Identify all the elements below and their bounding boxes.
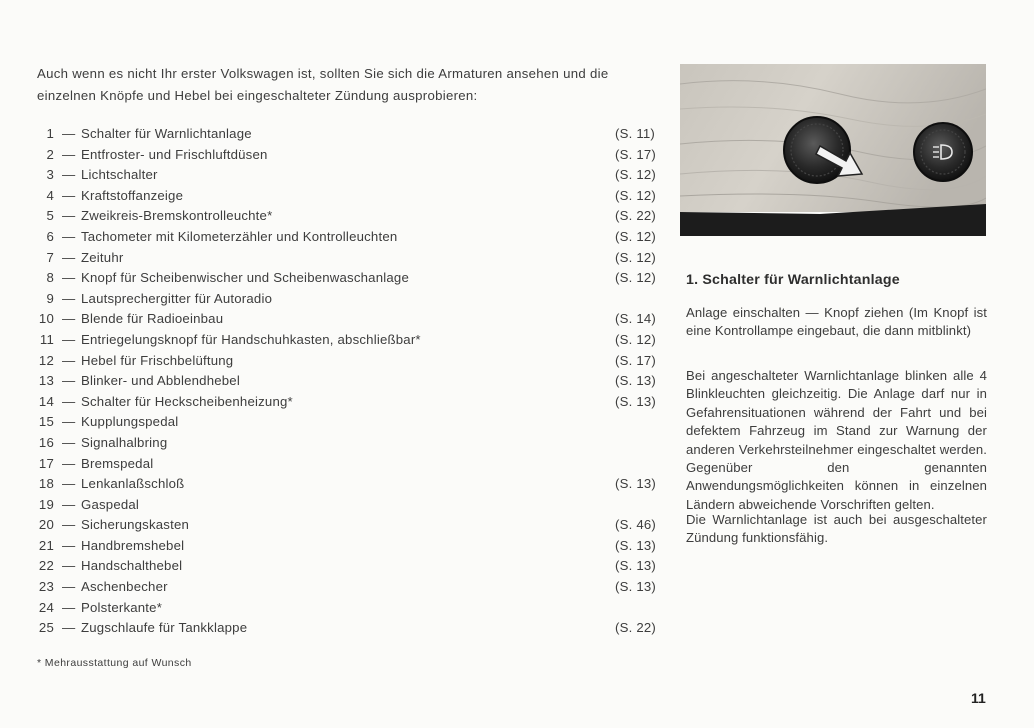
- item-dash: —: [62, 537, 76, 553]
- list-item: [37, 330, 667, 351]
- item-label: Zugschlaufe für Tankklappe: [81, 620, 248, 636]
- item-number: 13: [38, 373, 54, 389]
- list-item: [37, 433, 667, 454]
- list-item: [37, 454, 667, 475]
- item-number: 10: [38, 311, 54, 327]
- list-item: [37, 598, 667, 619]
- item-number: 5: [46, 208, 54, 224]
- item-label: Entfroster- und Frischluftdüsen: [81, 146, 268, 162]
- item-number: 23: [38, 579, 54, 595]
- controls-list: [37, 124, 667, 639]
- item-dash: —: [62, 270, 76, 286]
- item-dash: —: [62, 228, 76, 244]
- item-page-ref: (S. 12): [615, 187, 656, 203]
- item-dash: —: [62, 476, 76, 492]
- item-label: Schalter für Heckscheibenheizung*: [81, 393, 293, 409]
- item-number: 20: [38, 517, 54, 533]
- list-item: [37, 351, 667, 372]
- item-number: 22: [38, 558, 54, 574]
- item-page-ref: (S. 17): [615, 146, 656, 162]
- item-page-ref: (S. 11): [615, 126, 655, 141]
- item-label: Blende für Radioeinbau: [81, 311, 224, 327]
- item-dash: —: [62, 620, 76, 636]
- list-item: [37, 268, 667, 289]
- item-label: Bremspedal: [81, 455, 154, 471]
- item-dash: —: [62, 311, 76, 327]
- item-page-ref: (S. 12): [615, 249, 656, 265]
- list-item: [37, 309, 667, 330]
- item-label: Polsterkante*: [81, 599, 163, 615]
- item-page-ref: (S. 13): [615, 373, 656, 389]
- item-dash: —: [62, 352, 76, 368]
- list-item: [37, 392, 667, 413]
- item-dash: —: [62, 331, 76, 347]
- item-label: Signalhalbring: [81, 434, 168, 450]
- list-item: [37, 495, 667, 516]
- list-item: [37, 618, 667, 639]
- item-label: Lautsprechergitter für Autoradio: [81, 290, 273, 306]
- item-number: 14: [38, 393, 54, 409]
- paragraph-ignition: Die Warnlichtanlage ist auch bei ausgeschalteter Zündung funktionsfähig.: [686, 512, 987, 546]
- item-page-ref: (S. 13): [615, 476, 656, 492]
- paragraph-activate: Anlage einschalten — Knopf ziehen (Im Knopf ist eine Kontrollampe eingebaut, die dann mitblinkt): [686, 305, 987, 339]
- list-item: [37, 165, 667, 186]
- page-number: 11: [971, 690, 986, 706]
- item-number: 12: [38, 352, 54, 368]
- section-heading: 1. Schalter für Warnlichtanlage: [686, 272, 900, 288]
- item-label: Tachometer mit Kilometerzähler und Kontrolleuchten: [81, 228, 398, 244]
- item-number: 16: [38, 434, 54, 450]
- item-page-ref: (S. 22): [615, 208, 656, 224]
- item-label: Kupplungspedal: [81, 414, 179, 430]
- item-number: 25: [38, 620, 54, 636]
- list-item: [37, 227, 667, 248]
- item-dash: —: [62, 599, 76, 615]
- item-page-ref: (S. 13): [615, 537, 656, 553]
- list-item: [37, 412, 667, 433]
- item-number: 4: [46, 187, 54, 203]
- item-label: Blinker- und Abblendhebel: [81, 373, 240, 389]
- item-page-ref: (S. 12): [615, 331, 656, 347]
- item-label: Zeituhr: [81, 249, 124, 265]
- item-dash: —: [62, 167, 76, 183]
- item-label: Lenkanlaßschloß: [81, 476, 185, 492]
- item-label: Lichtschalter: [81, 167, 158, 183]
- item-page-ref: (S. 12): [615, 167, 656, 183]
- item-page-ref: (S. 13): [615, 393, 656, 409]
- list-item: [37, 289, 667, 310]
- item-page-ref: (S. 14): [615, 311, 656, 327]
- item-number: 3: [46, 167, 54, 183]
- item-page-ref: (S. 17): [615, 352, 656, 368]
- item-number: 18: [38, 476, 54, 492]
- item-dash: —: [62, 290, 76, 306]
- item-dash: —: [62, 579, 76, 595]
- list-item: [37, 371, 667, 392]
- item-label: Sicherungskasten: [81, 517, 190, 533]
- list-item: [37, 145, 667, 166]
- item-dash: —: [62, 187, 76, 203]
- item-label: Knopf für Scheibenwischer und Scheibenwaschanlage: [81, 270, 409, 286]
- item-dash: —: [62, 414, 76, 430]
- paragraph-usage: Bei angeschalteter Warnlichtanlage blinken alle 4 Blinkleuchten gleichzeitig. Die Anlage darf nur in Gefahrensituationen während der Fahrt und bei defektem Fahrzeug im Stand zur Warnung der anderen Verkehrsteilnehmer eingeschaltet werden. Gegenüber den genannten Anwendungsmöglichkeiten können in einzelnen Ländern abweichende Vorschriften gelten.: [686, 368, 987, 512]
- item-number: 8: [46, 270, 54, 286]
- item-dash: —: [62, 455, 76, 471]
- dashboard-photo: [680, 64, 986, 236]
- item-label: Zweikreis-Bremskontrolleuchte*: [81, 208, 273, 224]
- item-dash: —: [62, 434, 76, 450]
- footnote: * Mehrausstattung auf Wunsch: [37, 657, 192, 669]
- intro-text: Auch wenn es nicht Ihr erster Volkswagen ist, sollten Sie sich die Armaturen ansehen und die einzelnen Knöpfe und Hebel bei eingeschalteter Zündung ausprobieren:: [37, 66, 609, 103]
- item-label: Handbremshebel: [81, 537, 185, 553]
- list-item: [37, 577, 667, 598]
- item-label: Schalter für Warnlichtanlage: [81, 126, 252, 141]
- item-number: 1: [46, 126, 54, 141]
- item-page-ref: (S. 22): [615, 620, 656, 636]
- list-item: [37, 206, 667, 227]
- item-dash: —: [62, 126, 76, 141]
- item-number: 7: [46, 249, 54, 265]
- list-item: [37, 124, 667, 145]
- item-dash: —: [62, 496, 76, 512]
- item-label: Entriegelungsknopf für Handschuhkasten, abschließbar*: [81, 331, 421, 347]
- item-page-ref: (S. 13): [615, 579, 656, 595]
- list-item: [37, 515, 667, 536]
- item-number: 24: [38, 599, 54, 615]
- item-number: 19: [38, 496, 54, 512]
- item-page-ref: (S. 13): [615, 558, 656, 574]
- item-number: 15: [38, 414, 54, 430]
- item-number: 9: [46, 290, 54, 306]
- item-label: Aschenbecher: [81, 579, 168, 595]
- item-dash: —: [62, 558, 76, 574]
- list-item: [37, 556, 667, 577]
- list-item: [37, 248, 667, 269]
- item-label: Gaspedal: [81, 496, 140, 512]
- item-number: 2: [46, 146, 54, 162]
- item-dash: —: [62, 146, 76, 162]
- item-dash: —: [62, 517, 76, 533]
- list-item: [37, 536, 667, 557]
- item-label: Handschalthebel: [81, 558, 183, 574]
- item-dash: —: [62, 249, 76, 265]
- item-label: Hebel für Frischbelüftung: [81, 352, 234, 368]
- list-item: [37, 186, 667, 207]
- item-dash: —: [62, 373, 76, 389]
- item-page-ref: (S. 12): [615, 270, 656, 286]
- item-number: 17: [38, 455, 54, 471]
- item-page-ref: (S. 46): [615, 517, 656, 533]
- item-number: 6: [46, 228, 54, 244]
- item-dash: —: [62, 393, 76, 409]
- item-number: 11: [39, 331, 54, 347]
- item-dash: —: [62, 208, 76, 224]
- item-number: 21: [38, 537, 54, 553]
- item-page-ref: (S. 12): [615, 228, 656, 244]
- list-item: [37, 474, 667, 495]
- item-label: Kraftstoffanzeige: [81, 187, 184, 203]
